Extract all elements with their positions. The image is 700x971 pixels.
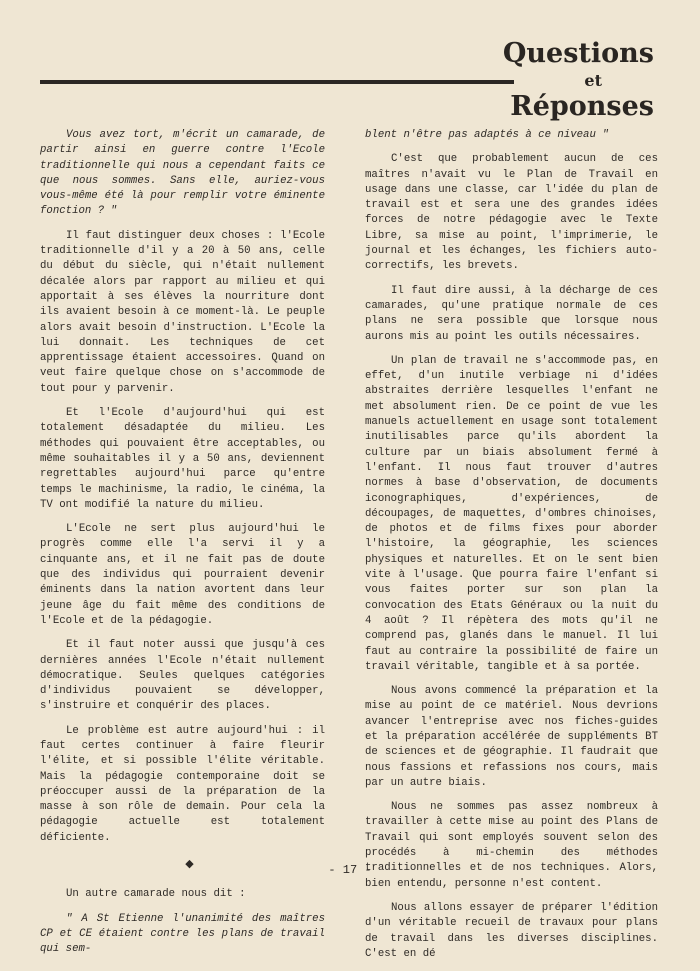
paragraph: Vous avez tort, m'écrit un camarade, de partir ainsi en guerre contre l'Ecole traditionnelle qui nous a cependant faits ce que nous sommes. Sans elle, auriez-vous vous-même été là pour remplir votre éminente fonction ? " bbox=[40, 129, 325, 218]
paragraph: Le problème est autre aujourd'hui : il faut certes continuer à faire fleurir l'élite, et si possible l'élite véritable. Mais la pédagogie contemporaine doit se préoccuper aussi de la préparation de la masse à son rôle de demain. Pour cela la pédagogie actuelle est totalement déficiente. bbox=[40, 724, 325, 844]
paragraph: C'est que probablement aucun de ces maîtres n'avait vu le Plan de Travail en usage dans une classe, car l'idée du plan de travail est et sera une des grandes idées forces de notre pédagogie avec le Texte Libre, sa mise au point, l'imprimerie, le journal et les échanges, les fichiers auto-correctifs, les brevets. bbox=[365, 153, 658, 273]
right-column bbox=[365, 128, 658, 971]
paragraph: L'Ecole ne sert plus aujourd'hui le progrès comme elle l'a servi il y a cinquante ans, et il ne fait pas de doute que des individus qui pourraient devenir éminents dans la nation avortent dans leur jeune âge du fait même des conditions de l'Ecole et de la pédagogie. bbox=[40, 523, 325, 627]
title-line-et: et bbox=[584, 71, 602, 90]
paragraph: Nous allons essayer de préparer l'édition d'un véritable recueil de travaux pour plans de travail dans les diverses disciplines. C'est en dé bbox=[365, 901, 658, 960]
left-column bbox=[40, 128, 325, 967]
paragraph: Un autre camarade nous dit : bbox=[66, 888, 246, 901]
paragraph: Nous ne sommes pas assez nombreux à travailler à cette mise au point des Plans de Travail qui sont employés souvent selon des procédés à mi-chemin des méthodes traditionnelles et de nos techniques. Alors, bien entendu, personne n'est content. bbox=[365, 801, 658, 890]
paragraph: Il faut distinguer deux choses : l'Ecole traditionnelle d'il y a 20 à 50 ans, celle du début du siècle, qui n'était nullement décalée alors par rapport au milieu et qui apportait à ses élèves la nourriture dont ils avaient besoin à ce moment-là. Le peuple alors avait besoin d'instruction. L'Ecole la lui donnait. Les techniques de cet apprentissage étaient accessoires. Quand on veut faire quelque chose on s'accommode de tout pour y parvenir. bbox=[40, 229, 325, 395]
paragraph: Et l'Ecole d'aujourd'hui qui est totalement désadaptée du milieu. Les méthodes qui pouvaient être acceptables, ou même souhaitables il y a 50 ans, deviennent regrettables aujourd'hui parce qu'entre temps le machinisme, la radio, le cinéma, la TV ont modifié la nature du milieu. bbox=[40, 407, 325, 511]
paragraph: Nous avons commencé la préparation et la mise au point de ce matériel. Nous devrions avancer l'entreprise avec nos fiches-guides et la préparation accélérée de suppléments BT de sciences et de géographie. Il faudrait que nous fassions et refassions nos cours, mais par un autre biais. bbox=[365, 685, 658, 789]
title-line-reponses: Réponses bbox=[510, 91, 654, 122]
page-number: - 17 - bbox=[328, 863, 372, 877]
paragraph: blent n'être pas adaptés à ce niveau " bbox=[365, 129, 609, 141]
paragraph: Il faut dire aussi, à la décharge de ces camarades, qu'une pratique normale de ces plans ne sera possible que lorsque nous aurons mis au point les outils nécessaires. bbox=[365, 284, 658, 343]
paragraph: Un plan de travail ne s'accommode pas, en effet, d'un inutile verbiage ni d'idées abstraites derrière lesquelles l'enfant ne met absolument rien. De ce point de vue les manuels actuellement en usage sont totalement inutilisables parce qu'ils abordent la culture par un biais absolument fermé à l'enfant. Il nous faut trouver d'autres normes à base d'observation, de documents iconographiques, d'expériences, de découpages, de maquettes, d'ombres chinoises, de photos et de films fixes pour aborder l'histoire, la géographie, les sciences physiques et naturelles. Et on le sent bien vite à l'usage. Que pourra faire l'enfant si vous faites porter sur son plan la convocation des Etats Généraux ou la nuit du 4 août ? Il répètera des mots qu'il ne comprend pas, glanés dans le manuel. Il lui faut au contraire la possibilité de faire un travail véritable, tangible et à sa portée. bbox=[365, 354, 658, 673]
paragraph: " A St Etienne l'unanimité des maîtres CP et CE étaient contre les plans de travail qui sem- bbox=[40, 912, 325, 956]
section-separator-icon: ◆ bbox=[185, 859, 194, 872]
header-rule bbox=[40, 80, 514, 84]
paragraph: Et il faut noter aussi que jusqu'à ces dernières années l'Ecole n'était nullement démocratique. Seules quelques catégories d'individus pouvaient se développer, s'instruire et conquérir des places. bbox=[40, 639, 325, 713]
page-title bbox=[484, 40, 654, 120]
title-line-questions: Questions bbox=[502, 38, 654, 69]
